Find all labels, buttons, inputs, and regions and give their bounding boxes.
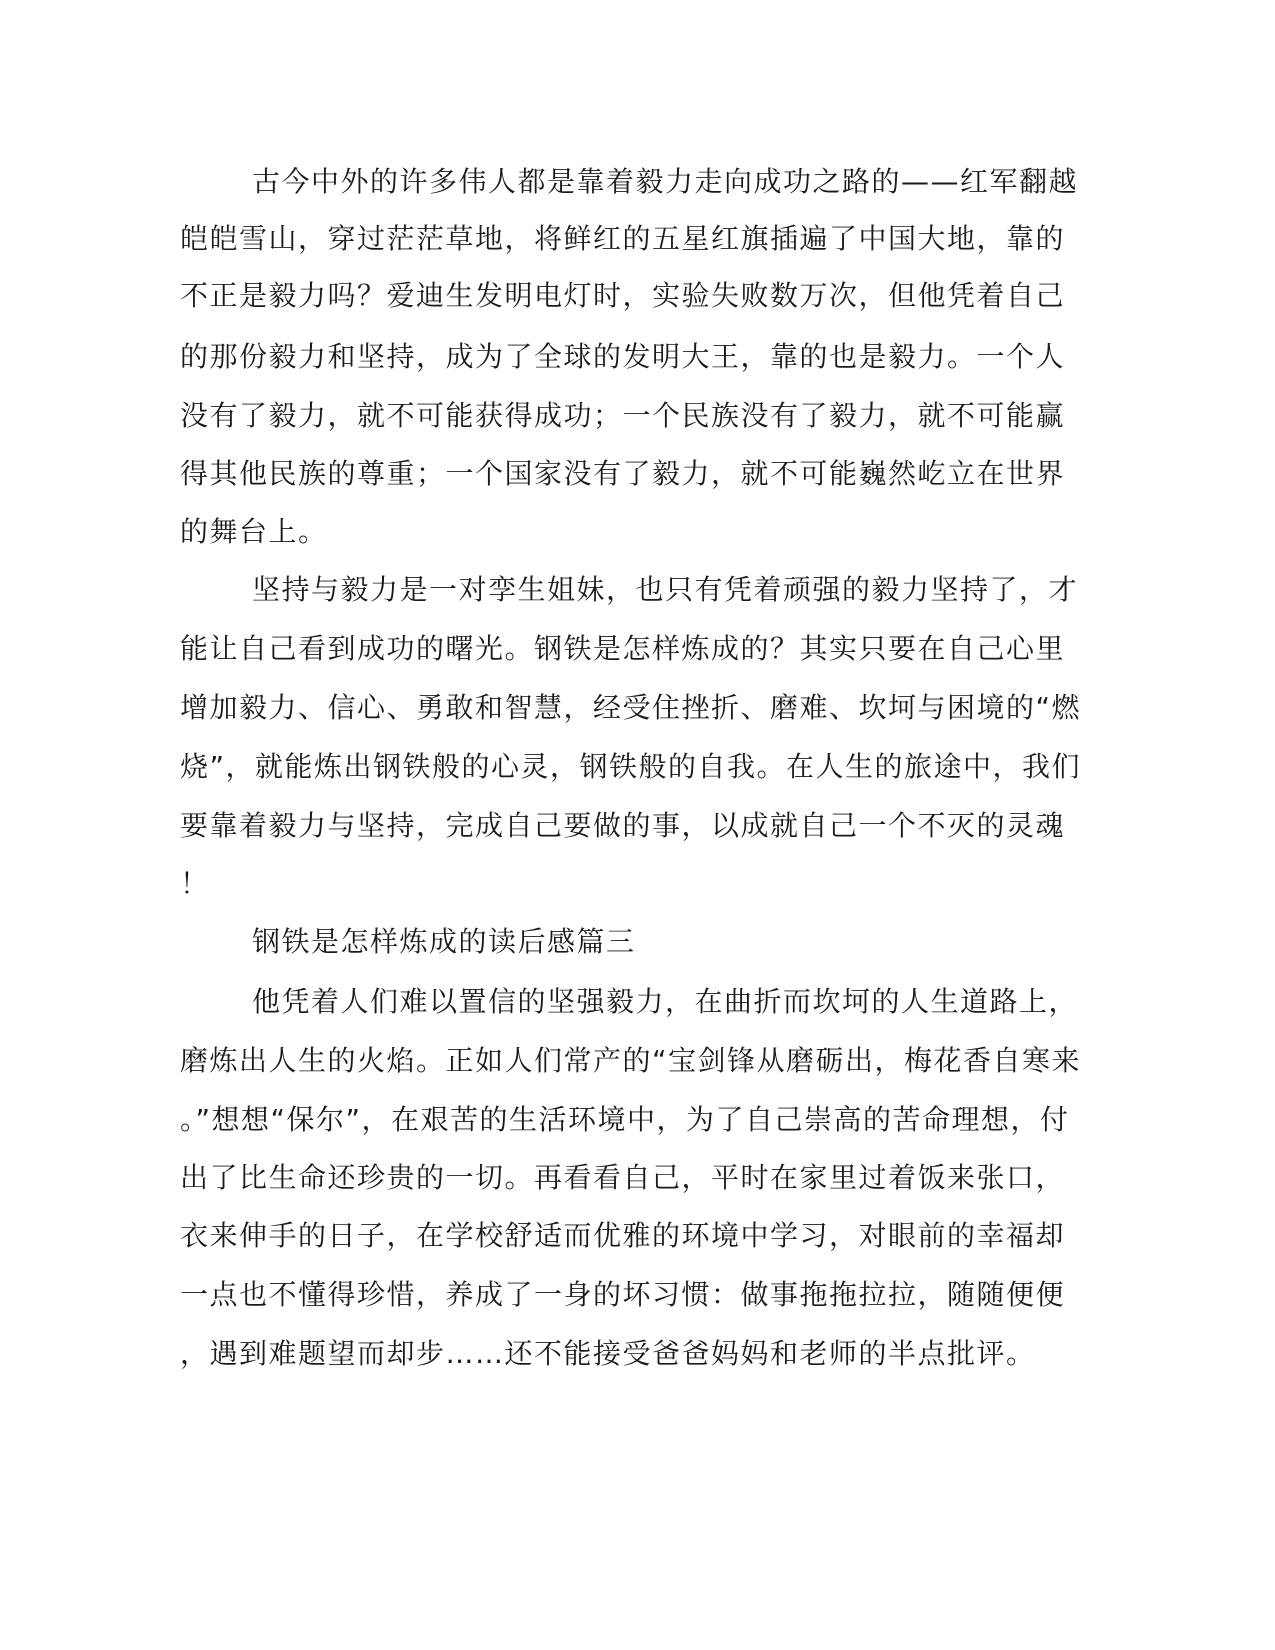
text-line: 的舞台上。 bbox=[180, 515, 328, 548]
text-line: 能让自己看到成功的曙光。钢铁是怎样炼成的？其实只要在自己心里 bbox=[180, 632, 1066, 665]
text-line: 坚持与毅力是一对孪生姐妹，也只有凭着顽强的毅力坚持了，才 bbox=[252, 573, 1079, 606]
text-line: 古今中外的许多伟人都是靠着毅力走向成功之路的——红军翻越 bbox=[252, 165, 1079, 198]
text-line: ，遇到难题望而却步……还不能接受爸爸妈妈和老师的半点批评。 bbox=[180, 1337, 1036, 1370]
text-line: ！ bbox=[180, 867, 210, 900]
text-line: 的那份毅力和坚持，成为了全球的发明大王，靠的也是毅力。一个人 bbox=[180, 340, 1066, 373]
text-line: 增加毅力、信心、勇敢和智慧，经受住挫折、磨难、坎坷与困境的“燃 bbox=[180, 691, 1082, 724]
text-line: 皑皑雪山，穿过茫茫草地，将鲜红的五星红旗插遍了中国大地，靠的 bbox=[180, 222, 1066, 255]
text-line: 一点也不懂得珍惜，养成了一身的坏习惯：做事拖拖拉拉，随随便便 bbox=[180, 1278, 1066, 1311]
text-line: 要靠着毅力与坚持，完成自己要做的事，以成就自己一个不灭的灵魂 bbox=[180, 809, 1066, 842]
text-line: 不正是毅力吗？爱迪生发明电灯时，实验失败数万次，但他凭着自己 bbox=[180, 279, 1066, 312]
text-line: 得其他民族的尊重；一个国家没有了毅力，就不可能巍然屹立在世界 bbox=[180, 457, 1066, 490]
text-line: 烧”，就能炼出钢铁般的心灵，钢铁般的自我。在人生的旅途中，我们 bbox=[180, 750, 1082, 783]
text-line: 衣来伸手的日子，在学校舒适而优雅的环境中学习，对眼前的幸福却 bbox=[180, 1219, 1066, 1252]
text-line: 没有了毅力，就不可能获得成功；一个民族没有了毅力，就不可能赢 bbox=[180, 399, 1066, 432]
text-line: 磨炼出人生的火焰。正如人们常产的“宝剑锋从磨砺出，梅花香自寒来 bbox=[180, 1044, 1082, 1077]
text-line: 出了比生命还珍贵的一切。再看看自己，平时在家里过着饭来张口， bbox=[180, 1161, 1066, 1194]
section-heading: 钢铁是怎样炼成的读后感篇三 bbox=[252, 925, 636, 958]
text-line: 。”想想“保尔”，在艰苦的生活环境中，为了自己崇高的苦命理想，付 bbox=[180, 1103, 1070, 1136]
text-line: 他凭着人们难以置信的坚强毅力，在曲折而坎坷的人生道路上， bbox=[252, 985, 1079, 1018]
